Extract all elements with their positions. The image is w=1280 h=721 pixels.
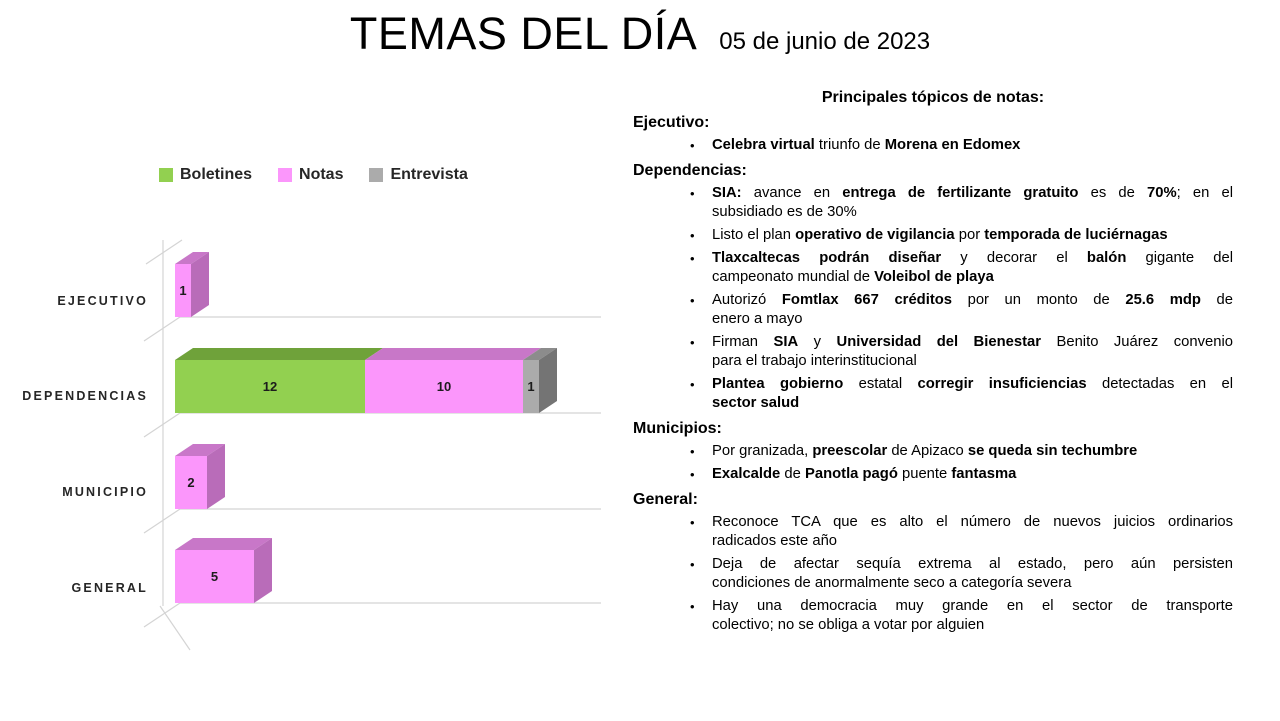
bullet-marker: •: [690, 228, 695, 243]
bullet-segment: Exalcalde: [712, 466, 781, 482]
bullet-marker: •: [690, 251, 695, 266]
bullet-text: [712, 597, 1233, 635]
bar-segment-front: [175, 360, 365, 413]
bullet-segment: Deja de afectar sequía extrema al estado, pero aún persisten: [712, 556, 1233, 572]
bullet-segment: Firman: [712, 334, 774, 350]
legend-item: [159, 166, 252, 184]
bullet-line: [712, 333, 1233, 352]
bullet-line: [712, 513, 1233, 532]
bar-value-label: 1: [527, 379, 535, 394]
legend-item: [278, 166, 343, 184]
topics-panel: [633, 88, 1233, 639]
bullet-segment: 70%: [1147, 185, 1177, 201]
bullet-item: [633, 136, 1233, 155]
bullet-segment: Reconoce TCA que es alto el número de nuevos juicios ordinarios: [712, 514, 1233, 530]
bullet-segment: entrega de fertilizante gratuito: [842, 185, 1079, 201]
bar-segment-front: [175, 550, 254, 603]
page-title: TEMAS DEL DÍA: [349, 8, 698, 59]
legend-swatch: [159, 168, 173, 182]
bullet-item: [633, 375, 1233, 413]
topics-sections: [633, 113, 1233, 635]
bullet-segment: balón: [1086, 250, 1127, 266]
bullet-segment: campeonato mundial de: [712, 269, 875, 285]
bullet-item: [633, 597, 1233, 635]
bullet-item: [633, 291, 1233, 329]
bullet-segment: radicados este año: [712, 533, 838, 549]
bullet-segment: triunfo de: [814, 137, 885, 153]
legend-label: Notas: [299, 166, 344, 183]
bullet-segment: subsidiado es de 30%: [712, 204, 857, 220]
bullet-segment: temporada de luciérnagas: [984, 227, 1168, 243]
bar-value-label: 2: [187, 475, 195, 490]
bullet-item: [633, 333, 1233, 371]
bullet-segment: por: [954, 227, 985, 243]
bullet-segment: corregir insuficiencias: [917, 376, 1087, 392]
bullet-segment: Fomtlax 667 créditos: [781, 292, 953, 308]
legend-swatch: [369, 168, 383, 182]
bullet-segment: Celebra virtual: [712, 137, 815, 153]
slide-date: 05 de junio de 2023: [719, 28, 931, 55]
bullet-segment: y decorar el: [941, 250, 1087, 266]
bullet-item: [633, 442, 1233, 461]
bullet-segment: Hay una democracia muy grande en el sector de transporte: [712, 598, 1233, 614]
bullet-item: [633, 555, 1233, 593]
bar-segment-front: [175, 264, 191, 317]
bullet-segment: preescolar: [812, 443, 888, 459]
bar-segment-front: [175, 456, 207, 509]
legend-label: Entrevista: [390, 166, 468, 183]
bullet-line: [712, 310, 1233, 329]
bullet-marker: •: [690, 515, 695, 530]
bullet-text: [712, 249, 1233, 287]
legend-item: [369, 166, 467, 184]
bullet-segment: Panotla pagó: [804, 466, 898, 482]
bullet-segment: fantasma: [951, 466, 1017, 482]
bullet-line: [712, 203, 1233, 222]
bullet-line: [712, 394, 1233, 413]
section-heading: Municipios:: [633, 420, 722, 437]
bullet-segment: Plantea gobierno: [712, 376, 844, 392]
bullet-segment: avance en: [741, 185, 843, 201]
bullet-marker: •: [690, 138, 695, 153]
category-label: GENERAL: [71, 581, 148, 595]
bullet-line: [712, 375, 1233, 394]
category-label: EJECUTIVO: [57, 294, 148, 308]
bullet-segment: y: [798, 334, 837, 350]
bullet-line: [712, 249, 1233, 268]
bullet-segment: detectadas en el: [1086, 376, 1233, 392]
bullet-marker: •: [690, 444, 695, 459]
bullet-marker: •: [690, 186, 695, 201]
bullet-segment: Benito Juárez convenio: [1041, 334, 1234, 350]
section-heading: Dependencias:: [633, 162, 747, 179]
bullet-segment: 25.6 mdp: [1125, 292, 1201, 308]
bullet-segment: Universidad del Bienestar: [836, 334, 1041, 350]
bullet-segment: estatal: [843, 376, 918, 392]
bullet-text: [712, 513, 1233, 551]
chart-floor-diagonal: [144, 413, 180, 437]
bullet-segment: Autorizó: [712, 292, 782, 308]
bullet-line: [712, 136, 1233, 155]
category-label: DEPENDENCIAS: [22, 389, 148, 403]
bullet-item: [633, 184, 1233, 222]
bullet-item: [633, 249, 1233, 287]
bullet-line: [712, 184, 1233, 203]
bullet-line: [712, 465, 1233, 484]
bullet-segment: Morena en Edomex: [884, 137, 1021, 153]
bullet-marker: •: [690, 293, 695, 308]
bullet-text: [712, 184, 1233, 222]
bullet-text: [712, 291, 1233, 329]
bar-value-label: 5: [210, 569, 219, 584]
bullet-text: [712, 375, 1233, 413]
bullet-segment: SIA:: [712, 185, 742, 201]
bullet-segment: de: [1200, 292, 1234, 308]
bullet-marker: •: [690, 467, 695, 482]
bullet-line: [712, 532, 1233, 551]
bar-segment-front: [365, 360, 523, 413]
bullet-marker: •: [690, 557, 695, 572]
bar-value-label: 1: [179, 283, 187, 298]
bullet-text: [712, 226, 1233, 245]
bullet-segment: enero a mayo: [712, 311, 803, 327]
bullet-line: [712, 291, 1233, 310]
chart-legend: [159, 166, 468, 184]
chart-floor-diagonal: [144, 603, 180, 627]
bullet-line: [712, 574, 1233, 593]
bullet-segment: operativo de vigilancia: [795, 227, 955, 243]
bullet-segment: Tlaxcaltecas podrán diseñar: [712, 250, 942, 266]
bullet-line: [712, 616, 1233, 635]
bullet-line: [712, 597, 1233, 616]
bullet-marker: •: [690, 335, 695, 350]
bullet-segment: condiciones de anormalmente seco a categoría severa: [712, 575, 1072, 591]
bullet-marker: •: [690, 377, 695, 392]
chart-floor-bottom-edge: [160, 606, 190, 650]
bullet-segment: sector salud: [712, 395, 800, 411]
bullet-item: [633, 226, 1233, 245]
bullet-segment: gigante del: [1126, 250, 1234, 266]
chart-floor-diagonal: [144, 317, 180, 341]
bullet-line: [712, 268, 1233, 287]
bullet-text: [712, 136, 1233, 155]
chart-floor-diagonal: [146, 240, 182, 264]
legend-label: Boletines: [180, 166, 253, 183]
bar-segment-top: [365, 348, 541, 360]
bullet-segment: por un monto de: [952, 292, 1126, 308]
bullet-segment: Voleibol de playa: [874, 269, 994, 285]
bullet-segment: es de: [1078, 185, 1147, 201]
bullet-line: [712, 352, 1233, 371]
bullet-segment: de: [780, 466, 805, 482]
bullet-segment: colectivo; no se obliga a votar por alguien: [712, 617, 985, 633]
bullet-segment: para el trabajo interinstitucional: [712, 353, 917, 369]
bullet-text: [712, 465, 1233, 484]
bar-value-label: 12: [262, 379, 278, 394]
bullet-line: [712, 226, 1233, 245]
bullet-segment: de Apizaco: [887, 443, 968, 459]
category-label: MUNICIPIO: [62, 485, 148, 499]
section-heading: Ejecutivo:: [633, 114, 710, 131]
bullet-text: [712, 333, 1233, 371]
bullet-segment: Por granizada,: [712, 443, 813, 459]
topics-panel-title: Principales tópicos de notas:: [821, 89, 1045, 106]
bullet-segment: puente: [897, 466, 952, 482]
bullet-line: [712, 555, 1233, 574]
bullet-marker: •: [690, 599, 695, 614]
section-heading: General:: [633, 491, 698, 508]
bar-segment-top: [175, 348, 383, 360]
bullet-text: [712, 442, 1233, 461]
bullet-item: [633, 513, 1233, 551]
bullet-segment: se queda sin techumbre: [967, 443, 1138, 459]
bullet-segment: Listo el plan: [712, 227, 796, 243]
chart-floor-diagonal: [144, 509, 180, 533]
bullet-item: [633, 465, 1233, 484]
bar-value-label: 10: [436, 379, 452, 394]
bullet-text: [712, 555, 1233, 593]
bar-segment-front: [523, 360, 539, 413]
bullet-segment: ; en el: [1176, 185, 1234, 201]
bullet-line: [712, 442, 1233, 461]
bullet-segment: SIA: [773, 334, 799, 350]
legend-swatch: [278, 168, 292, 182]
